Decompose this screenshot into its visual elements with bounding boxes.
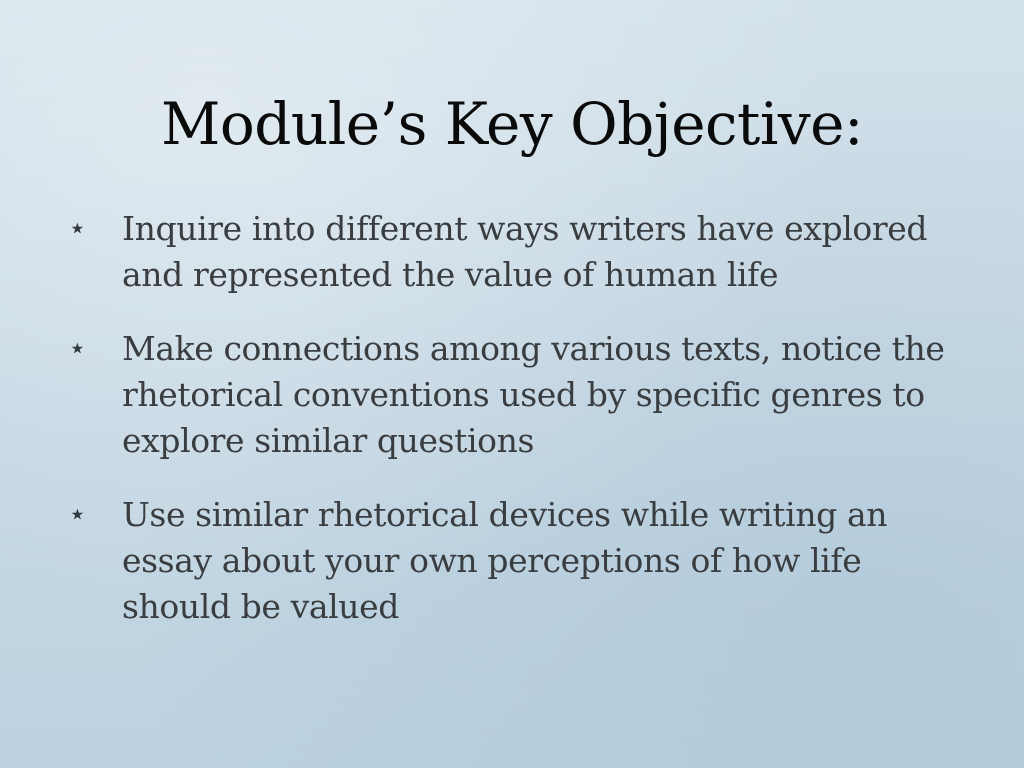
bullet-text: Inquire into different ways writers have explored and represented the value of human life [122,209,928,294]
bullet-item [64,206,964,298]
slide-title: Module’s Key Objective: [160,90,864,158]
bullet-text: Use similar rhetorical devices while writing an essay about your own perceptions of how life should be valued [122,495,888,626]
bullet-item [64,326,964,464]
star-bullet-icon: ⋆ [68,331,87,366]
bullet-list [64,206,964,658]
bullet-text: Make connections among various texts, notice the rhetorical conventions used by specific genres to explore similar questions [122,329,945,460]
bullet-item [64,492,964,630]
star-bullet-icon: ⋆ [68,211,87,246]
star-bullet-icon: ⋆ [68,497,87,532]
